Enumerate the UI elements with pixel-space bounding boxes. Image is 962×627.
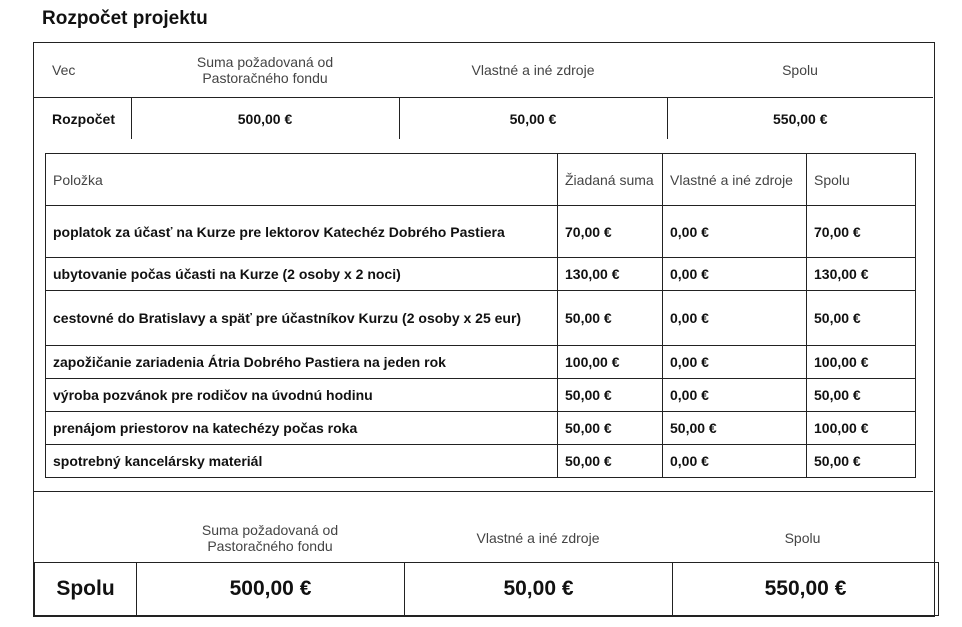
item-requested: 50,00 € [558,412,663,445]
items-header-requested: Žiadaná suma [558,154,663,206]
item-own: 0,00 € [663,206,807,258]
item-requested: 50,00 € [558,379,663,412]
table-row [46,291,916,346]
header-total: Spolu [782,62,818,78]
items-header-own: Vlastné a iné zdroje [663,154,807,206]
item-own: 0,00 € [663,346,807,379]
summary-total: 550,00 € [667,98,933,140]
total-header-own: Vlastné a iné zdroje [476,530,600,546]
item-requested: 50,00 € [558,291,663,346]
table-row [46,206,916,258]
table-row [46,258,916,291]
table-row [46,412,916,445]
item-own: 0,00 € [663,445,807,478]
summary-requested: 500,00 € [131,98,399,140]
item-total: 100,00 € [807,412,916,445]
item-total: 70,00 € [807,206,916,258]
item-own: 50,00 € [663,412,807,445]
item-own: 0,00 € [663,379,807,412]
summary-header [34,43,933,97]
total-total: 550,00 € [673,563,939,616]
item-requested: 50,00 € [558,445,663,478]
section-divider [34,491,933,492]
item-total: 50,00 € [807,379,916,412]
items-header-total: Spolu [807,154,916,206]
item-total: 130,00 € [807,258,916,291]
header-vec: Vec [52,62,76,78]
item-total: 50,00 € [807,291,916,346]
header-own: Vlastné a iné zdroje [471,62,595,78]
budget-frame [33,42,935,617]
header-requested: Suma požadovaná od Pastoračného fondu [196,54,334,86]
item-own: 0,00 € [663,258,807,291]
total-header [34,513,933,563]
items-header-row [46,154,916,206]
total-requested: 500,00 € [137,563,405,616]
item-name: prenájom priestorov na katechézy počas roka [46,412,558,445]
total-row [34,562,939,616]
summary-own: 50,00 € [399,98,667,140]
total-header-spacer [34,513,136,563]
table-row [46,379,916,412]
item-name: poplatok za účasť na Kurze pre lektorov Katechéz Dobrého Pastiera [46,206,558,258]
total-own: 50,00 € [405,563,673,616]
summary-row-label: Rozpočet [52,110,115,127]
item-total: 100,00 € [807,346,916,379]
page-title: Rozpočet projektu [42,8,208,29]
summary-row [34,97,933,139]
total-row-label: Spolu [56,577,115,600]
item-name: zapožičanie zariadenia Átria Dobrého Pastiera na jeden rok [46,346,558,379]
items-table [45,153,916,478]
table-row [46,445,916,478]
item-requested: 70,00 € [558,206,663,258]
total-header-requested: Suma požadovaná od Pastoračného fondu [201,522,339,554]
items-header-item: Položka [46,154,558,206]
item-name: cestovné do Bratislavy a späť pre účastníkov Kurzu (2 osoby x 25 eur) [46,291,558,346]
item-requested: 130,00 € [558,258,663,291]
table-row [46,346,916,379]
item-name: výroba pozvánok pre rodičov na úvodnú hodinu [46,379,558,412]
item-own: 0,00 € [663,291,807,346]
item-requested: 100,00 € [558,346,663,379]
item-name: spotrebný kancelársky materiál [46,445,558,478]
item-name: ubytovanie počas účasti na Kurze (2 osoby x 2 noci) [46,258,558,291]
total-header-total: Spolu [784,530,821,546]
item-total: 50,00 € [807,445,916,478]
